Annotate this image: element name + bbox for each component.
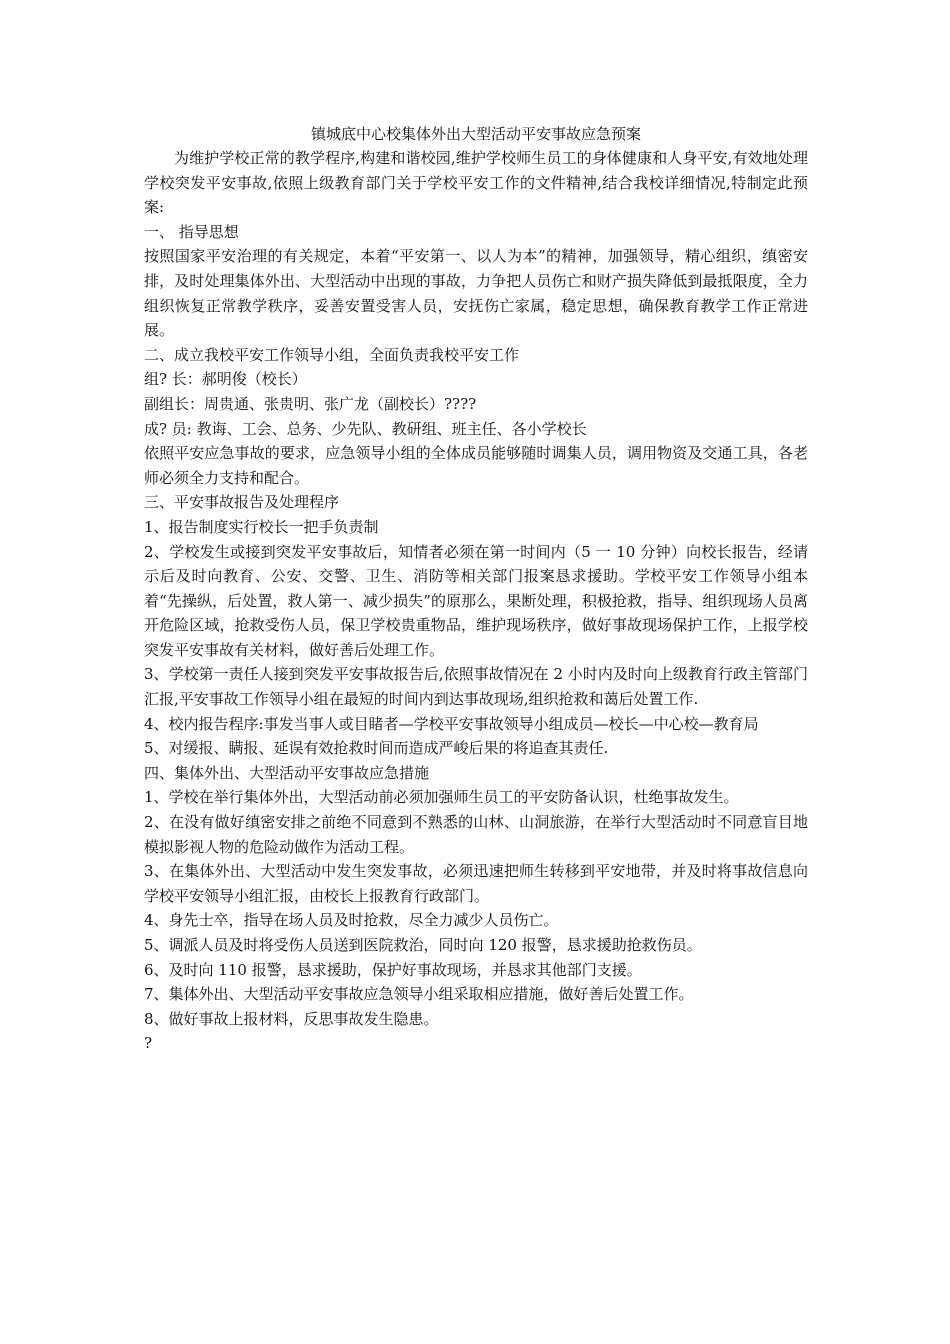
list-item: 4、身先士卒，指导在场人员及时抢救，尽全力减少人员伤亡。 <box>144 911 559 930</box>
list-item: 5、对缓报、瞒报、延误有效抢救时间而造成严峻后果的将追查其责任. <box>144 739 609 758</box>
group-leader-line: 组? 长：郝明俊（校长） <box>144 370 307 389</box>
section-heading-reporting-procedure: 三、平安事故报告及处理程序 <box>144 493 340 512</box>
deputy-leader-line: 副组长：周贵通、张贵明、张广龙（副校长）???? <box>144 394 477 413</box>
list-item: 1、学校在举行集体外出，大型活动前必须加强师生员工的平安防备认识，杜绝事故发生。 <box>144 788 739 807</box>
list-item: 6、及时向 110 报警，恳求援助，保护好事故现场，并恳求其他部门支援。 <box>144 960 642 979</box>
list-item: 3、在集体外出、大型活动中发生突发事故，必须迅速把师生转移到平安地带，并及时将事故信息向学校平安领导小组汇报，由校长上报教育行政部门。 <box>144 862 808 905</box>
list-item: 2、在没有做好缜密安排之前绝不同意到不熟悉的山林、山洞旅游，在举行大型活动时不同意盲目地模拟影视人物的危险动做作为活动工程。 <box>144 813 808 856</box>
paragraph: 按照国家平安治理的有关规定，本着“平安第一、以人为本”的精神，加强领导，精心组织，缜密安排，及时处理集体外出、大型活动中出现的事故，力争把人员伤亡和财产损失降低到最抵限度，全力组织恢复正常教学秩序，妥善安置受害人员，安抚伤亡家属，稳定思想，确保教育教学工作正常进展。 <box>144 247 808 340</box>
list-item: 3、学校第一责任人接到突发平安事故报告后,依照事故情况在 2 小时内及时向上级教育行政主管部门汇报,平安事故工作领导小组在最短的时间内到达事故现场,组织抢救和蔼后处置工作. <box>144 665 808 709</box>
section-heading-emergency-measures: 四、集体外出、大型活动平安事故应急措施 <box>144 763 430 782</box>
section-heading-guiding-principle: 一、 指导思想 <box>144 222 239 241</box>
document-page <box>144 122 808 1056</box>
paragraph: 依照平安应急事故的要求，应急领导小组的全体成员能够随时调集人员，调用物资及交通工具，各老师必须全力支持和配合。 <box>144 444 808 487</box>
list-item: 7、集体外出、大型活动平安事故应急领导小组采取相应措施，做好善后处置工作。 <box>144 985 694 1004</box>
list-item: 1、报告制度实行校长一把手负责制 <box>144 517 379 536</box>
list-item: 4、校内报告程序:事发当事人或目睹者—学校平安事故领导小组成员—校长—中心校—教育局 <box>144 714 759 733</box>
intro-paragraph: 为维护学校正常的教学程序,构建和谐校园,维护学校师生员工的身体健康和人身平安,有效地处理学校突发平安事故,依照上级教育部门关于学校平安工作的文件精神,结合我校详细情况,特制定此预案: <box>144 149 808 217</box>
trailing-mark: ? <box>144 1034 153 1053</box>
members-line: 成? 员: 教诲、工会、总务、少先队、教研组、班主任、各小学校长 <box>144 419 587 438</box>
list-item: 2、学校发生或接到突发平安事故后，知情者必须在第一时间内（5 一 10 分钟）向校长报告，经请示后及时向教育、公安、交警、卫生、消防等相关部门报案恳求援助。学校平安工作领导小组本着“先操纵，后处置，救人第一、减少损失”的原那么，果断处理，积极抢救，指导、组织现场人员离开危险区域，抢救受伤人员，保卫学校贵重物品，维护现场秩序，做好事故现场保护工作，上报学校突发平安事故有关材料，做好善后处理工作。 <box>144 542 808 659</box>
document-title: 镇城底中心校集体外出大型活动平安事故应急预案 <box>310 125 641 143</box>
list-item: 5、调派人员及时将受伤人员送到医院救治，同时向 120 报警，恳求援助抢救伤员。 <box>144 936 702 954</box>
section-heading-leadership-group: 二、成立我校平安工作领导小组，全面负责我校平安工作 <box>144 345 520 364</box>
list-item: 8、做好事故上报材料，反思事故发生隐患。 <box>144 1009 439 1028</box>
